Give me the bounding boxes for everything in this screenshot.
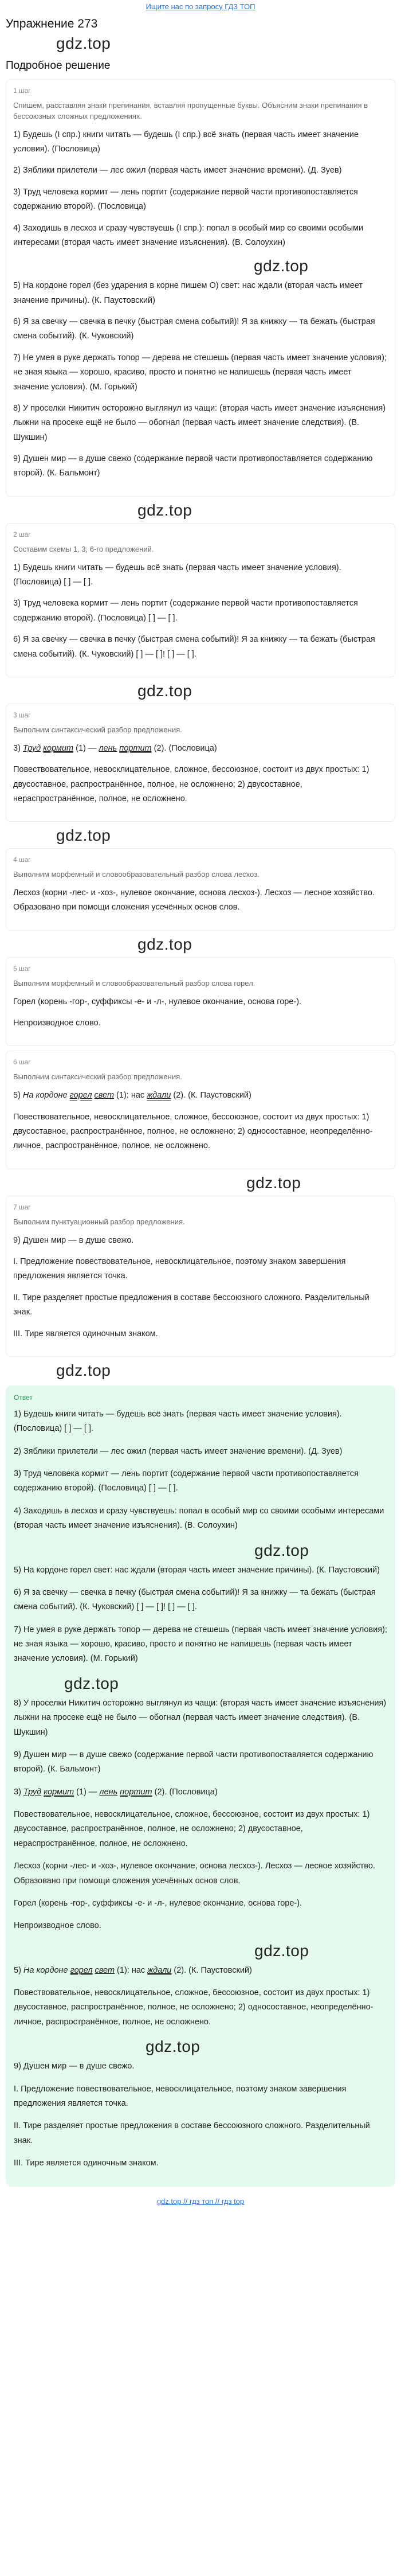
list-item: 9) Душен мир — в душе свежо (содержание первой части противопоставляется содержанию второй). (К. Бальмонт) <box>13 454 373 478</box>
list-item: 3) Труд человека кормит — лень портит (содержание первой части противопоставляется содержанию второй). (Пословица) <box>13 187 358 212</box>
list-item: 3) Труд человека кормит — лень портит (содержание первой части противопоставляется содержанию второй). (Пословица) [ ] — [ ]. <box>13 599 358 623</box>
list-item: 6) Я за свечку — свечка в печку (быстрая смена событий)! Я за книжку — та бежать (быстрая смена событий). (К. Чуковский) <box>13 317 375 341</box>
watermark: gdz.top <box>56 1361 111 1379</box>
subject: лень <box>99 743 117 753</box>
list-item: 4) Заходишь в лесхоз и сразу чувствуешь (I спр.): попал в особый мир со своими особыми интересами (вторая часть имеет значение изъяснения). (В. Солоухин) <box>13 223 364 247</box>
step-task: Спишем, расставляя знаки препинания, вставляя пропущенные буквы. Объясним знаки препинания в бессоюзных сложных предложениях. <box>13 101 368 120</box>
list-item: 5) На кордоне горел свет: нас ждали (вторая часть имеет значение причины). (К. Паустовский) <box>14 1565 380 1575</box>
step-label: 3 шаг <box>13 711 31 719</box>
list-item: 2) Зяблики прилетели — лес ожил (первая часть имеет значение времени). (Д. Зуев) <box>13 166 342 175</box>
watermark: gdz.top <box>246 1173 301 1192</box>
subject: свет <box>94 1091 115 1100</box>
subject: Труд <box>23 1787 42 1797</box>
step-task: Выполним морфемный и словообразовательный разбор слова горел. <box>13 978 255 988</box>
analysis-text: Горел (корень -гор-, суффиксы -е- и -л-, нулевое окончание, основа горе-). <box>14 1898 302 1908</box>
step-label: 6 шаг <box>13 1058 31 1067</box>
watermark: gdz.top <box>254 257 309 275</box>
analysis-text: Повествовательное, невосклицательное, сложное, бессоюзное, состоит из двух простых: 1) двусоставное, распространённое, полное, не осложнено; 2) односоставное, неопределённо-личное, распространённое, полное, не осложнено. <box>14 1988 374 2027</box>
predicate: горел <box>69 1091 92 1100</box>
step-3-card <box>6 704 395 822</box>
list-item: III. Тире является одиночным знаком. <box>14 2159 159 2168</box>
list-item: 1) Будешь книги читать — будешь всё знать (первая часть имеет значение условия). (Пословица) [ ] — [ ]. <box>13 563 341 587</box>
watermark: gdz.top <box>56 826 111 845</box>
predicate: портит <box>119 743 152 753</box>
footer-link[interactable]: gdz.top // гдз топ // гдз top <box>156 2197 245 2206</box>
list-item: 3) Труд человека кормит — лень портит (содержание первой части противопоставляется содержанию второй). (Пословица) [ ] — [ ]. <box>14 1469 359 1493</box>
step-task: Выполним синтаксический разбор предложения. <box>13 725 182 734</box>
list-item: III. Тире является одиночным знаком. <box>13 1329 158 1338</box>
subject: Труд <box>22 743 41 753</box>
step-task: Выполним пунктуационный разбор предложения. <box>13 1217 185 1226</box>
predicate: кормит <box>43 743 74 753</box>
list-item: 6) Я за свечку — свечка в печку (быстрая смена событий)! Я за книжку — та бежать (быстрая смена событий). (К. Чуковский) [ ] — [ ]! [ ] — [ ]. <box>13 635 375 659</box>
step-1-card <box>6 79 395 497</box>
top-banner <box>0 0 401 13</box>
analysis-text: Лесхоз (корни -лес- и -хоз-, нулевое окончание, основа лесхоз-). Лесхоз — лесное хозяйство. Образовано при помощи сложения усечённых основ слов. <box>13 888 375 912</box>
watermark: gdz.top <box>56 34 111 52</box>
list-item: 8) У проселки Никитич осторожно выглянул из чащи: (вторая часть имеет значение изъяснения) лыжни на просеке ещё не было — обогнал (первая часть имеет значение следствия). (В. Шукшин) <box>14 1698 387 1737</box>
list-item: I. Предложение повествовательное, невосклицательное, поэтому знаком завершения предложения является точка. <box>13 1257 346 1281</box>
list-item: 9) Душен мир — в душе свежо. <box>14 2062 135 2071</box>
list-item: 7) Не умея в руке держать топор — дерева не стешешь (первая часть имеет значение условия); не зная языка — хорошо, красиво, просто и понятно не напишешь (первая часть имеет значение условия). (М. Горький) <box>13 353 387 392</box>
watermark: gdz.top <box>64 1674 119 1692</box>
predicate: горел <box>70 1965 93 1975</box>
answer-label: Ответ <box>14 1393 33 1402</box>
watermark: gdz.top <box>137 681 192 700</box>
watermark: gdz.top <box>137 935 192 953</box>
predicate: портит <box>120 1787 152 1797</box>
list-item: 9) Душен мир — в душе свежо. <box>13 1235 134 1245</box>
analysis-text: Непроизводное слово. <box>13 1018 101 1028</box>
list-item: I. Предложение повествовательное, невосклицательное, поэтому знаком завершения предложения является точка. <box>14 2084 347 2108</box>
list-item: II. Тире разделяет простые предложения в составе бессоюзного сложного. Разделительный знак. <box>14 2121 370 2145</box>
list-item: 1) Будешь (I спр.) книги читать — будешь (I спр.) всё знать (первая часть имеет значение условия). (Пословица) <box>13 130 359 154</box>
syntax-sentence: 5) На кордоне горел свет (1): нас ждали (2). (К. Паустовский) <box>13 1091 251 1100</box>
syntax-sentence: 5) На кордоне горел свет (1): нас ждали (2). (К. Паустовский) <box>14 1965 252 1975</box>
predicate: ждали <box>147 1091 171 1100</box>
step-6-card <box>6 1051 395 1169</box>
step-4-card <box>6 848 395 931</box>
list-item: 8) У проселки Никитич осторожно выглянул из чащи: (вторая часть имеет значение изъяснения) лыжни на просеке ещё не было — обогнал (первая часть имеет значение следствия). (В. Шукшин) <box>13 403 386 442</box>
list-item: 9) Душен мир — в душе свежо (содержание первой части противопоставляется содержанию второй). (К. Бальмонт) <box>14 1750 374 1774</box>
list-item: II. Тире разделяет простые предложения в составе бессоюзного сложного. Разделительный знак. <box>13 1293 369 1317</box>
list-item: 2) Зяблики прилетели — лес ожил (первая часть имеет значение времени). (Д. Зуев) <box>14 1446 343 1456</box>
step-label: 1 шаг <box>13 87 31 95</box>
step-label: 2 шаг <box>13 530 31 538</box>
subject: лень <box>99 1787 118 1797</box>
analysis-text: Повествовательное, невосклицательное, сложное, бессоюзное, состоит из двух простых: 1) двусоставное, распространённое, полное, не осложнено; 2) односоставное, неопределённо-личное, распространённое, полное, не осложнено. <box>13 1112 373 1151</box>
page-title: Упражнение 273 <box>6 17 98 30</box>
analysis-text: Горел (корень -гор-, суффиксы -е- и -л-, нулевое окончание, основа горе-). <box>13 997 302 1006</box>
top-search-link[interactable]: Ищите нас по запросу ГДЗ ТОП <box>146 2 255 11</box>
syntax-sentence: 3) Труд кормит (1) — лень портит (2). (Пословица) <box>14 1787 218 1797</box>
list-item: 7) Не умея в руке держать топор — дерева не стешешь (первая часть имеет значение условия); не зная языка — хорошо, красиво, просто и понятно не напишешь (первая часть имеет значение условия). (М. Горький) <box>14 1625 387 1664</box>
syntax-sentence: 3) Труд кормит (1) — лень портит (2). (Пословица) <box>13 743 217 753</box>
list-item: 4) Заходишь в лесхоз и сразу чувствуешь: попал в особый мир со своими особыми интересами (вторая часть имеет значение изъяснения). (В. Солоухин) <box>14 1506 384 1531</box>
solution-heading: Подробное решение <box>6 60 111 72</box>
footer <box>6 2192 395 2212</box>
step-task: Составим схемы 1, 3, 6-го предложений. <box>13 544 154 553</box>
list-item: 6) Я за свечку — свечка в печку (быстрая смена событий)! Я за книжку — та бежать (быстрая смена событий). (К. Чуковский) [ ] — [ ]! [ ] — [ ]. <box>14 1587 376 1612</box>
analysis-text: Повествовательное, невосклицательное, сложное, бессоюзное, состоит из двух простых: 1) двусоставное, распространённое, полное, не осложнено; 2) двусоставное, нераспространённое, полное, не осложнено. <box>13 765 369 803</box>
analysis-text: Непроизводное слово. <box>14 1921 101 1931</box>
step-label: 7 шаг <box>13 1203 31 1211</box>
analysis-text: Повествовательное, невосклицательное, сложное, бессоюзное, состоит из двух простых: 1) двусоставное, распространённое, полное, не осложнено; 2) двусоставное, нераспространённое, полное, не осложнено. <box>14 1810 370 1848</box>
step-label: 4 шаг <box>13 856 31 864</box>
step-label: 5 шаг <box>13 964 31 973</box>
step-5-card <box>6 957 395 1047</box>
list-item: 5) На кордоне горел (без ударения в корне пишем О) свет: нас ждали (вторая часть имеет значение причины). (К. Паустовский) <box>13 281 363 305</box>
watermark: gdz.top <box>254 1541 309 1559</box>
watermark: gdz.top <box>146 2038 200 2056</box>
step-2-card <box>6 523 395 677</box>
watermark: gdz.top <box>254 1941 309 1960</box>
page-content <box>0 17 401 2212</box>
step-task: Выполним синтаксический разбор предложения. <box>13 1072 182 1082</box>
subject: свет <box>95 1965 115 1975</box>
predicate: кормит <box>44 1787 74 1797</box>
step-task: Выполним морфемный и словообразовательный разбор слова лесхоз. <box>13 870 260 879</box>
list-item: 1) Будешь книги читать — будешь всё знать (первая часть имеет значение условия). (Пословица) [ ] — [ ]. <box>14 1409 342 1434</box>
analysis-text: Лесхоз (корни -лес- и -хоз-, нулевое окончание, основа лесхоз-). Лесхоз — лесное хозяйство. Образовано при помощи сложения усечённых основ слов. <box>14 1861 375 1886</box>
step-7-card <box>6 1196 395 1357</box>
watermark: gdz.top <box>137 501 192 519</box>
answer-card <box>6 1385 395 2187</box>
predicate: ждали <box>147 1965 172 1975</box>
